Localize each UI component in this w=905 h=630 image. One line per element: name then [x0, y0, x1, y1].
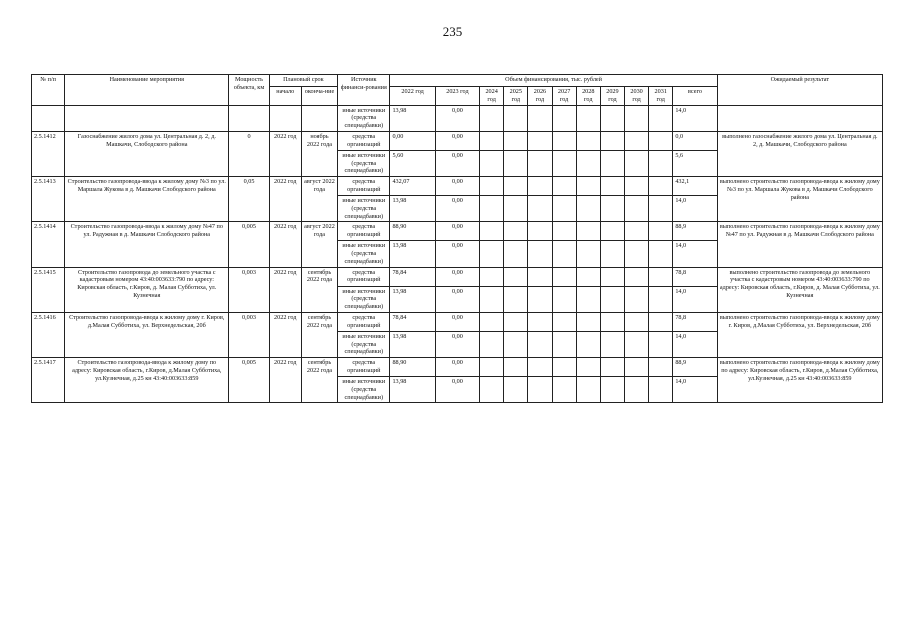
row-empty-year: [600, 131, 624, 150]
row-empty-year: [552, 312, 576, 331]
row-source: средства организаций: [338, 358, 390, 377]
row-empty-year: [600, 241, 624, 267]
row-empty-year: [649, 177, 673, 196]
row-empty-year: [552, 222, 576, 241]
row-2022: 0,00: [390, 131, 435, 150]
row-source: средства организаций: [338, 222, 390, 241]
header-start: начало: [269, 87, 301, 106]
row-empty-year: [625, 267, 649, 286]
row-total: 5,6: [673, 150, 717, 176]
header-plan: Плановый срок: [269, 75, 337, 87]
row-start: 2022 год: [269, 312, 301, 357]
row-empty-year: [528, 377, 552, 403]
row-empty-year: [649, 286, 673, 312]
table-row: [32, 358, 883, 377]
row-empty-year: [552, 358, 576, 377]
row-empty-year: [480, 150, 504, 176]
table-row: [32, 177, 883, 196]
row-result: выполнено строительство газопровода-ввода к жилому дому г. Киров, д.Малая Субботиха, ул. Верхнедельская, 20б: [717, 312, 882, 357]
row-2023: 0,00: [435, 131, 479, 150]
row-2023: 0,00: [435, 241, 479, 267]
row-2022: 432,07: [390, 177, 435, 196]
row-empty-year: [625, 196, 649, 222]
header-end: оконча-ние: [301, 87, 337, 106]
row-empty-year: [576, 196, 600, 222]
row-id: 2.5.1416: [32, 312, 65, 357]
row-empty-year: [480, 267, 504, 286]
row-empty-year: [504, 131, 528, 150]
row-2022: 5,60: [390, 150, 435, 176]
row-empty-year: [600, 331, 624, 357]
row-empty-year: [528, 196, 552, 222]
row-name: [65, 105, 229, 131]
row-capacity: 0: [229, 131, 269, 176]
row-total: 78,8: [673, 312, 717, 331]
row-empty-year: [600, 105, 624, 131]
row-2023: 0,00: [435, 105, 479, 131]
row-2022: 13,98: [390, 196, 435, 222]
row-capacity: 0,05: [229, 177, 269, 222]
row-empty-year: [528, 177, 552, 196]
row-empty-year: [576, 177, 600, 196]
row-2022: 13,98: [390, 241, 435, 267]
row-2023: 0,00: [435, 222, 479, 241]
row-2023: 0,00: [435, 358, 479, 377]
row-empty-year: [504, 177, 528, 196]
row-id: 2.5.1414: [32, 222, 65, 267]
row-source: средства организаций: [338, 267, 390, 286]
row-2023: 0,00: [435, 196, 479, 222]
row-empty-year: [649, 358, 673, 377]
row-empty-year: [504, 377, 528, 403]
row-end: август 2022 года: [301, 222, 337, 267]
row-2023: 0,00: [435, 150, 479, 176]
row-2023: 0,00: [435, 331, 479, 357]
row-empty-year: [504, 105, 528, 131]
header-year: 2022 год: [390, 87, 435, 106]
row-total: 0,0: [673, 131, 717, 150]
row-empty-year: [625, 177, 649, 196]
row-empty-year: [649, 267, 673, 286]
table-row: [32, 222, 883, 241]
row-empty-year: [576, 358, 600, 377]
table-row: [32, 267, 883, 286]
row-source: средства организаций: [338, 131, 390, 150]
row-2022: 78,84: [390, 312, 435, 331]
row-empty-year: [504, 196, 528, 222]
row-start: 2022 год: [269, 177, 301, 222]
row-name: Строительство газопровода-ввода к жилому дому по адресу: Кировская область, г.Киров, д.Малая Субботиха, ул.Кузнечная, д.25 кн 43:40:003633:859: [65, 358, 229, 403]
row-id: 2.5.1412: [32, 131, 65, 176]
row-source: иные источники (средства спецнадбавки): [338, 331, 390, 357]
row-total: 14,0: [673, 105, 717, 131]
row-total: 14,0: [673, 377, 717, 403]
row-id: 2.5.1417: [32, 358, 65, 403]
row-empty-year: [528, 150, 552, 176]
financing-table: [31, 74, 883, 403]
row-id: 2.5.1415: [32, 267, 65, 312]
row-start: 2022 год: [269, 131, 301, 176]
row-start: 2022 год: [269, 222, 301, 267]
row-empty-year: [649, 105, 673, 131]
row-empty-year: [625, 331, 649, 357]
header-year: 2030 год: [625, 87, 649, 106]
row-source: иные источники (средства спецнадбавки): [338, 150, 390, 176]
row-empty-year: [649, 377, 673, 403]
row-empty-year: [625, 105, 649, 131]
row-capacity: 0,003: [229, 267, 269, 312]
row-source: средства организаций: [338, 177, 390, 196]
row-start: 2022 год: [269, 267, 301, 312]
row-source: иные источники (средства спецнадбавки): [338, 196, 390, 222]
row-empty-year: [528, 105, 552, 131]
header-capacity: Мощность объекта, км: [229, 75, 269, 106]
row-empty-year: [576, 331, 600, 357]
row-empty-year: [504, 150, 528, 176]
row-empty-year: [576, 267, 600, 286]
row-empty-year: [576, 286, 600, 312]
header-total: всего: [673, 87, 717, 106]
row-end: сентябрь 2022 года: [301, 312, 337, 357]
row-end: сентябрь 2022 года: [301, 358, 337, 403]
row-total: 14,0: [673, 331, 717, 357]
row-name: Строительство газопровода-ввода к жилому дому №47 по ул. Радужная в д. Машкачи Слободского района: [65, 222, 229, 267]
row-empty-year: [600, 196, 624, 222]
row-empty-year: [552, 196, 576, 222]
row-name: Газоснабжение жилого дома ул. Центральная д. 2, д. Машкачи, Слободского района: [65, 131, 229, 176]
row-source: иные источники (средства спецнадбавки): [338, 286, 390, 312]
row-empty-year: [600, 377, 624, 403]
row-empty-year: [576, 131, 600, 150]
table-row: [32, 131, 883, 150]
row-empty-year: [552, 267, 576, 286]
row-source: средства организаций: [338, 312, 390, 331]
row-empty-year: [528, 331, 552, 357]
row-empty-year: [649, 331, 673, 357]
row-id: [32, 105, 65, 131]
row-empty-year: [528, 241, 552, 267]
row-empty-year: [480, 177, 504, 196]
row-empty-year: [552, 131, 576, 150]
row-empty-year: [552, 286, 576, 312]
header-result: Ожидаемый результат: [717, 75, 882, 106]
row-empty-year: [552, 105, 576, 131]
row-name: Строительство газопровода-ввода к жилому дому №3 по ул. Маршала Жукова в д. Машкачи Слободского района: [65, 177, 229, 222]
row-total: 432,1: [673, 177, 717, 196]
row-total: 14,0: [673, 286, 717, 312]
row-empty-year: [649, 222, 673, 241]
row-name: Строительство газопровода-ввода к жилому дому г. Киров, д.Малая Субботиха, ул. Верхнедельская, 20б: [65, 312, 229, 357]
header-year: 2023 год: [435, 87, 479, 106]
page-number: 235: [442, 24, 463, 39]
row-2022: 13,98: [390, 105, 435, 131]
row-empty-year: [649, 150, 673, 176]
row-total: 14,0: [673, 241, 717, 267]
row-empty-year: [528, 358, 552, 377]
row-2023: 0,00: [435, 377, 479, 403]
row-empty-year: [480, 131, 504, 150]
header-name: Наименование мероприятия: [65, 75, 229, 106]
row-capacity: 0,005: [229, 222, 269, 267]
header-year: 2025 год: [504, 87, 528, 106]
row-empty-year: [625, 286, 649, 312]
row-empty-year: [480, 331, 504, 357]
header-year: 2028 год: [576, 87, 600, 106]
table-row: [32, 105, 883, 131]
row-empty-year: [625, 358, 649, 377]
header-num: № п/п: [32, 75, 65, 106]
row-2022: 13,98: [390, 377, 435, 403]
row-empty-year: [480, 377, 504, 403]
header-year: 2026 год: [528, 87, 552, 106]
row-empty-year: [552, 177, 576, 196]
row-total: 78,8: [673, 267, 717, 286]
row-empty-year: [649, 131, 673, 150]
row-empty-year: [625, 377, 649, 403]
row-empty-year: [576, 222, 600, 241]
row-empty-year: [528, 222, 552, 241]
row-empty-year: [552, 377, 576, 403]
row-empty-year: [552, 150, 576, 176]
row-empty-year: [576, 150, 600, 176]
row-end: август 2022 года: [301, 177, 337, 222]
row-2023: 0,00: [435, 312, 479, 331]
row-end: [301, 105, 337, 131]
row-result: [717, 105, 882, 131]
row-empty-year: [504, 267, 528, 286]
row-source: иные источники (средства спецнадбавки): [338, 377, 390, 403]
row-2022: 88,90: [390, 358, 435, 377]
row-total: 88,9: [673, 358, 717, 377]
row-empty-year: [504, 358, 528, 377]
row-2023: 0,00: [435, 267, 479, 286]
row-result: выполнено строительство газопровода до земельного участка с кадастровым номером 43:40:003633:790 по адресу: Кировская область, г.Киров, д. Малая Субботиха, ул. Кузнечная: [717, 267, 882, 312]
row-empty-year: [480, 286, 504, 312]
row-2022: 78,84: [390, 267, 435, 286]
row-empty-year: [625, 150, 649, 176]
row-empty-year: [528, 286, 552, 312]
row-result: выполнено строительство газопровода-ввода к жилому дому №3 по ул. Маршала Жукова в д. Машкачи Слободского района: [717, 177, 882, 222]
header-volume: Объем финансирования, тыс. рублей: [390, 75, 717, 87]
row-empty-year: [576, 105, 600, 131]
row-empty-year: [504, 241, 528, 267]
row-empty-year: [625, 131, 649, 150]
table-row: [32, 312, 883, 331]
row-empty-year: [600, 312, 624, 331]
row-empty-year: [480, 105, 504, 131]
row-2022: 13,98: [390, 331, 435, 357]
row-result: выполнено газоснабжение жилого дома ул. Центральная д. 2, д. Машкачи, Слободского района: [717, 131, 882, 176]
row-end: ноябрь 2022 года: [301, 131, 337, 176]
row-empty-year: [600, 358, 624, 377]
row-source: иные источники (средства спецнадбавки): [338, 241, 390, 267]
row-result: выполнено строительство газопровода-ввода к жилому дому №47 по ул. Радужная в д. Машкачи Слободского района: [717, 222, 882, 267]
row-empty-year: [480, 196, 504, 222]
row-empty-year: [600, 222, 624, 241]
row-empty-year: [649, 312, 673, 331]
row-empty-year: [625, 241, 649, 267]
row-empty-year: [576, 377, 600, 403]
row-empty-year: [649, 196, 673, 222]
row-empty-year: [528, 267, 552, 286]
row-empty-year: [552, 241, 576, 267]
row-result: выполнено строительство газопровода-ввода к жилому дому по адресу: Кировская область, г.Киров, д.Малая Субботиха, ул.Кузнечная, д.25 кн 43:40:003633:859: [717, 358, 882, 403]
row-empty-year: [528, 131, 552, 150]
row-empty-year: [576, 312, 600, 331]
row-empty-year: [552, 331, 576, 357]
row-empty-year: [504, 286, 528, 312]
header-year: 2029 год: [600, 87, 624, 106]
row-source: иные источники (средства спецнадбавки): [338, 105, 390, 131]
row-start: [269, 105, 301, 131]
row-id: 2.5.1413: [32, 177, 65, 222]
row-total: 88,9: [673, 222, 717, 241]
row-capacity: 0,005: [229, 358, 269, 403]
row-empty-year: [504, 312, 528, 331]
row-empty-year: [504, 222, 528, 241]
header-year: 2027 год: [552, 87, 576, 106]
row-2022: 88,90: [390, 222, 435, 241]
row-2022: 13,98: [390, 286, 435, 312]
row-empty-year: [600, 267, 624, 286]
row-empty-year: [480, 241, 504, 267]
row-empty-year: [480, 312, 504, 331]
row-empty-year: [649, 241, 673, 267]
row-empty-year: [600, 150, 624, 176]
row-start: 2022 год: [269, 358, 301, 403]
row-total: 14,0: [673, 196, 717, 222]
row-name: Строительство газопровода до земельного участка с кадастровым номером 43:40:003633:790 по адресу: Кировская область, г.Киров, д. Малая Субботиха, ул. Кузнечная: [65, 267, 229, 312]
header-year: 2024 год: [480, 87, 504, 106]
header-source: Источник финанси-рования: [338, 75, 390, 106]
row-empty-year: [625, 312, 649, 331]
row-empty-year: [600, 286, 624, 312]
row-end: сентябрь 2022 года: [301, 267, 337, 312]
row-empty-year: [504, 331, 528, 357]
row-2023: 0,00: [435, 286, 479, 312]
row-empty-year: [480, 358, 504, 377]
row-empty-year: [576, 241, 600, 267]
row-capacity: 0,003: [229, 312, 269, 357]
row-empty-year: [480, 222, 504, 241]
header-year: 2031 год: [649, 87, 673, 106]
row-2023: 0,00: [435, 177, 479, 196]
row-capacity: [229, 105, 269, 131]
row-empty-year: [528, 312, 552, 331]
row-empty-year: [625, 222, 649, 241]
row-empty-year: [600, 177, 624, 196]
